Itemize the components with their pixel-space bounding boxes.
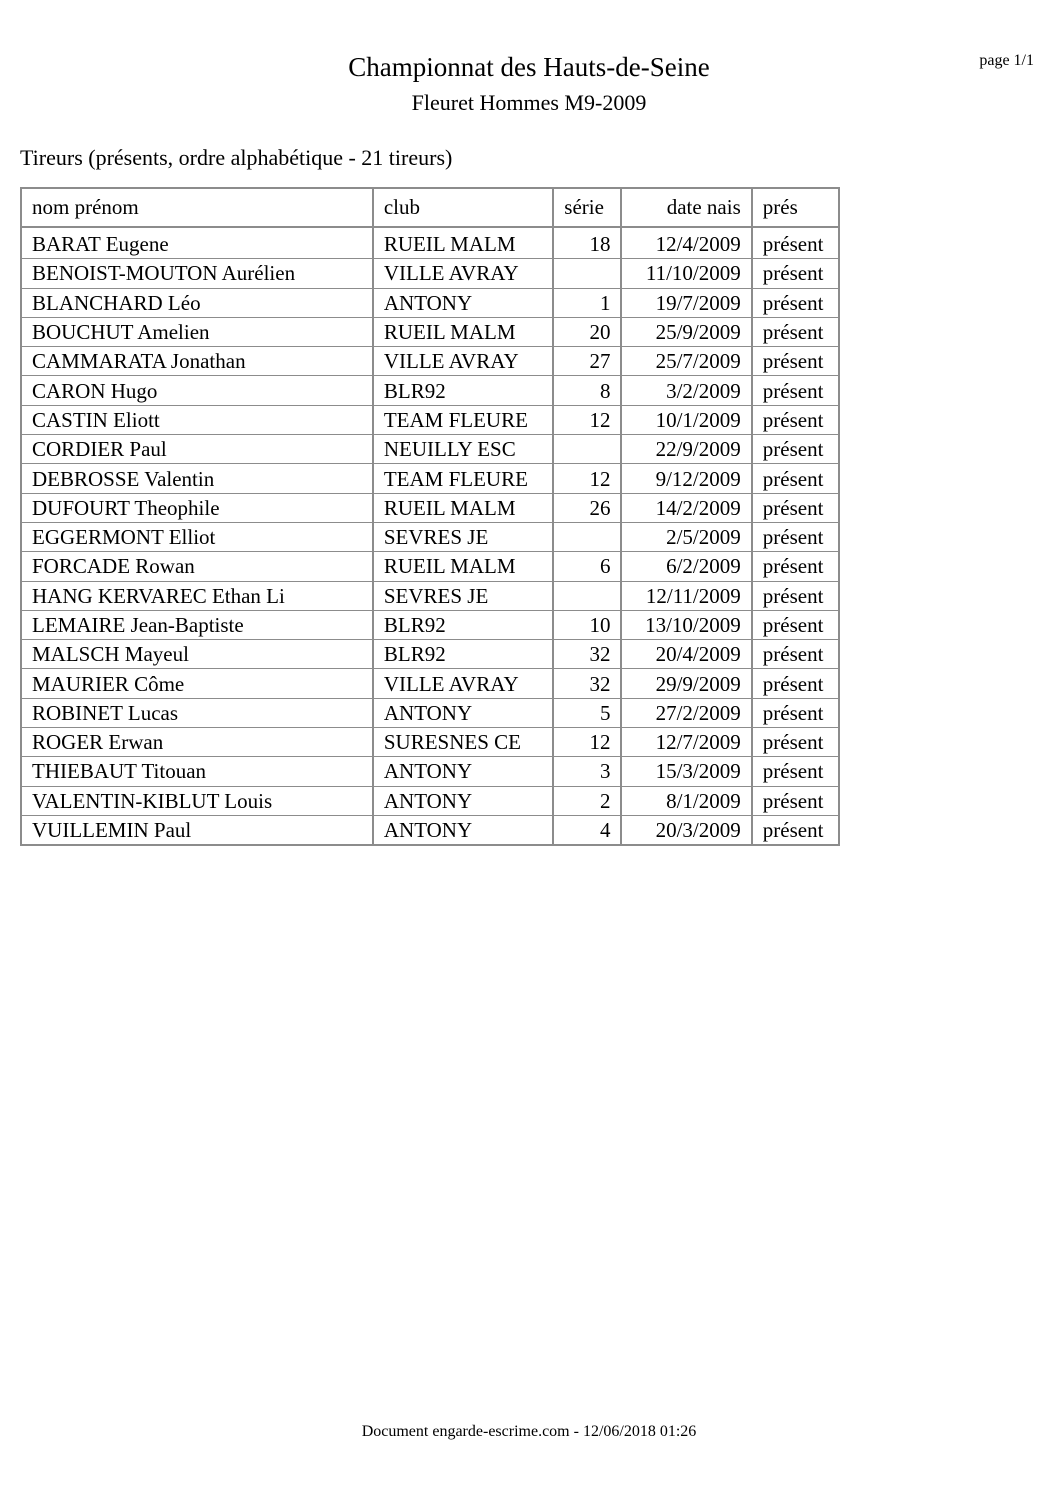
document-subtitle: Fleuret Hommes M9-2009: [411, 90, 647, 115]
cell-name: ROBINET Lucas: [21, 698, 373, 727]
cell-club: BLR92: [373, 610, 553, 639]
cell-club: VILLE AVRAY: [373, 347, 553, 376]
cell-serie: 1: [553, 288, 621, 317]
table-row: [21, 227, 839, 259]
table-row: [21, 435, 839, 464]
cell-name: MAURIER Côme: [21, 669, 373, 698]
cell-presence: présent: [752, 640, 839, 669]
cell-name: EGGERMONT Elliot: [21, 522, 373, 551]
cell-birth-date: 6/2/2009: [621, 552, 751, 581]
section-heading: Tireurs (présents, ordre alphabétique - 21 tireurs): [20, 145, 453, 170]
table-header: [21, 188, 839, 227]
cell-serie: 27: [553, 347, 621, 376]
cell-presence: présent: [752, 405, 839, 434]
cell-name: CARON Hugo: [21, 376, 373, 405]
cell-birth-date: 20/4/2009: [621, 640, 751, 669]
cell-serie: 5: [553, 698, 621, 727]
cell-club: RUEIL MALM: [373, 493, 553, 522]
cell-serie: 3: [553, 757, 621, 786]
cell-name: BOUCHUT Amelien: [21, 317, 373, 346]
cell-club: BLR92: [373, 376, 553, 405]
cell-club: SURESNES CE: [373, 728, 553, 757]
cell-presence: présent: [752, 493, 839, 522]
cell-serie: [553, 435, 621, 464]
cell-name: CASTIN Eliott: [21, 405, 373, 434]
table-row: [21, 464, 839, 493]
cell-club: VILLE AVRAY: [373, 669, 553, 698]
table-row: [21, 610, 839, 639]
cell-birth-date: 10/1/2009: [621, 405, 751, 434]
cell-club: SEVRES JE: [373, 522, 553, 551]
table-row: [21, 728, 839, 757]
cell-birth-date: 8/1/2009: [621, 786, 751, 815]
page-number: page 1/1: [979, 52, 1034, 69]
cell-name: BENOIST-MOUTON Aurélien: [21, 259, 373, 288]
cell-presence: présent: [752, 522, 839, 551]
cell-club: VILLE AVRAY: [373, 259, 553, 288]
cell-birth-date: 12/11/2009: [621, 581, 751, 610]
cell-club: ANTONY: [373, 288, 553, 317]
cell-birth-date: 27/2/2009: [621, 698, 751, 727]
cell-name: VALENTIN-KIBLUT Louis: [21, 786, 373, 815]
cell-club: ANTONY: [373, 757, 553, 786]
cell-presence: présent: [752, 259, 839, 288]
cell-name: DUFOURT Theophile: [21, 493, 373, 522]
cell-serie: 32: [553, 640, 621, 669]
table-row: [21, 581, 839, 610]
cell-name: DEBROSSE Valentin: [21, 464, 373, 493]
cell-serie: 26: [553, 493, 621, 522]
cell-club: TEAM FLEURE: [373, 464, 553, 493]
cell-presence: présent: [752, 288, 839, 317]
cell-serie: 2: [553, 786, 621, 815]
cell-name: LEMAIRE Jean-Baptiste: [21, 610, 373, 639]
footer: Document engarde-escrime.com - 12/06/2018 01:26: [361, 1423, 697, 1440]
cell-birth-date: 3/2/2009: [621, 376, 751, 405]
cell-presence: présent: [752, 317, 839, 346]
cell-name: CAMMARATA Jonathan: [21, 347, 373, 376]
cell-serie: 6: [553, 552, 621, 581]
cell-club: ANTONY: [373, 786, 553, 815]
table-row: [21, 786, 839, 815]
table-row: [21, 698, 839, 727]
table-row: [21, 552, 839, 581]
cell-club: RUEIL MALM: [373, 317, 553, 346]
cell-birth-date: 29/9/2009: [621, 669, 751, 698]
cell-name: CORDIER Paul: [21, 435, 373, 464]
cell-club: BLR92: [373, 640, 553, 669]
fencers-table: [20, 187, 840, 846]
table-row: [21, 259, 839, 288]
cell-club: RUEIL MALM: [373, 552, 553, 581]
cell-serie: 18: [553, 227, 621, 259]
cell-serie: 20: [553, 317, 621, 346]
cell-birth-date: 19/7/2009: [621, 288, 751, 317]
cell-birth-date: 25/7/2009: [621, 347, 751, 376]
cell-name: ROGER Erwan: [21, 728, 373, 757]
cell-birth-date: 12/4/2009: [621, 227, 751, 259]
cell-birth-date: 11/10/2009: [621, 259, 751, 288]
cell-birth-date: 25/9/2009: [621, 317, 751, 346]
cell-birth-date: 14/2/2009: [621, 493, 751, 522]
table-row: [21, 405, 839, 434]
cell-serie: 12: [553, 728, 621, 757]
cell-name: VUILLEMIN Paul: [21, 815, 373, 845]
cell-club: ANTONY: [373, 815, 553, 845]
document-title: Championnat des Hauts-de-Seine: [348, 52, 710, 82]
cell-birth-date: 22/9/2009: [621, 435, 751, 464]
cell-presence: présent: [752, 376, 839, 405]
cell-presence: présent: [752, 698, 839, 727]
cell-presence: présent: [752, 581, 839, 610]
header-row: [21, 188, 839, 227]
table-body: [21, 227, 839, 845]
cell-birth-date: 13/10/2009: [621, 610, 751, 639]
cell-serie: 10: [553, 610, 621, 639]
table-row: [21, 493, 839, 522]
cell-presence: présent: [752, 610, 839, 639]
cell-serie: [553, 581, 621, 610]
table-row: [21, 522, 839, 551]
cell-name: HANG KERVAREC Ethan Li: [21, 581, 373, 610]
cell-name: MALSCH Mayeul: [21, 640, 373, 669]
column-header-birth-date: date nais: [621, 188, 751, 227]
cell-birth-date: 15/3/2009: [621, 757, 751, 786]
cell-serie: 8: [553, 376, 621, 405]
column-header-club: club: [373, 188, 553, 227]
cell-serie: 12: [553, 464, 621, 493]
cell-serie: [553, 522, 621, 551]
cell-presence: présent: [752, 728, 839, 757]
column-header-serie: série: [553, 188, 621, 227]
cell-club: RUEIL MALM: [373, 227, 553, 259]
table-row: [21, 347, 839, 376]
table-row: [21, 640, 839, 669]
table-row: [21, 669, 839, 698]
cell-name: BLANCHARD Léo: [21, 288, 373, 317]
cell-presence: présent: [752, 227, 839, 259]
cell-presence: présent: [752, 552, 839, 581]
cell-name: FORCADE Rowan: [21, 552, 373, 581]
cell-name: BARAT Eugene: [21, 227, 373, 259]
cell-birth-date: 20/3/2009: [621, 815, 751, 845]
cell-name: THIEBAUT Titouan: [21, 757, 373, 786]
cell-birth-date: 9/12/2009: [621, 464, 751, 493]
cell-serie: 32: [553, 669, 621, 698]
column-header-name: nom prénom: [21, 188, 373, 227]
cell-presence: présent: [752, 815, 839, 845]
cell-club: SEVRES JE: [373, 581, 553, 610]
cell-presence: présent: [752, 347, 839, 376]
table-row: [21, 376, 839, 405]
table-row: [21, 757, 839, 786]
cell-presence: présent: [752, 464, 839, 493]
cell-birth-date: 2/5/2009: [621, 522, 751, 551]
cell-club: TEAM FLEURE: [373, 405, 553, 434]
cell-presence: présent: [752, 786, 839, 815]
table-row: [21, 815, 839, 845]
table-row: [21, 317, 839, 346]
cell-presence: présent: [752, 757, 839, 786]
cell-club: NEUILLY ESC: [373, 435, 553, 464]
cell-presence: présent: [752, 669, 839, 698]
cell-serie: 12: [553, 405, 621, 434]
cell-club: ANTONY: [373, 698, 553, 727]
cell-birth-date: 12/7/2009: [621, 728, 751, 757]
table-row: [21, 288, 839, 317]
cell-serie: [553, 259, 621, 288]
cell-presence: présent: [752, 435, 839, 464]
cell-serie: 4: [553, 815, 621, 845]
column-header-presence: prés: [752, 188, 839, 227]
